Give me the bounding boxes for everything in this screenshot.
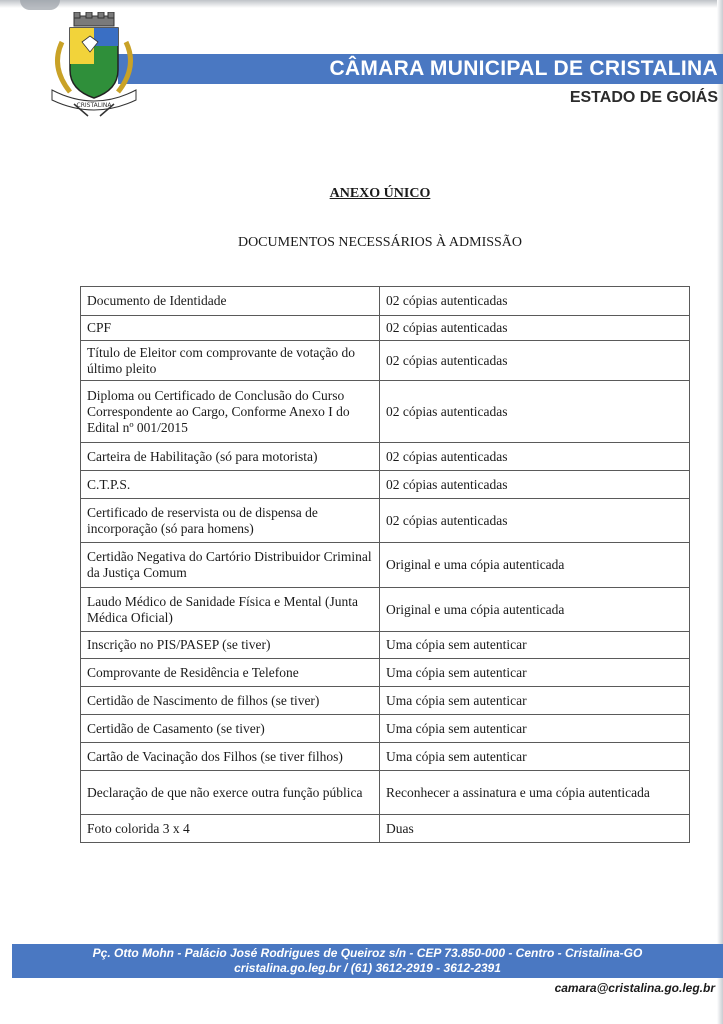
document-cell: Carteira de Habilitação (só para motorista)	[81, 443, 380, 471]
table-row	[81, 316, 690, 341]
requirement-cell: 02 cópias autenticadas	[380, 499, 690, 543]
annex-title: ANEXO ÚNICO	[329, 186, 431, 201]
requirement-cell: Duas	[380, 815, 690, 843]
requirement-cell: 02 cópias autenticadas	[380, 287, 690, 316]
document-cell: Foto colorida 3 x 4	[81, 815, 380, 843]
table-row	[81, 543, 690, 588]
document-cell: Inscrição no PIS/PASEP (se tiver)	[81, 632, 380, 659]
requirement-cell: Uma cópia sem autenticar	[380, 632, 690, 659]
requirement-cell: Uma cópia sem autenticar	[380, 743, 690, 771]
document-cell: Título de Eleitor com comprovante de votação do último pleito	[81, 341, 380, 381]
table-row	[81, 341, 690, 381]
table-row	[81, 443, 690, 471]
document-cell: CPF	[81, 316, 380, 341]
documents-table	[80, 286, 690, 843]
footer-email: camara@cristalina.go.leg.br	[554, 981, 715, 995]
page-edge-right	[717, 0, 723, 1024]
requirement-cell: 02 cópias autenticadas	[380, 471, 690, 499]
scan-corner-mark	[20, 0, 60, 10]
table-row	[81, 632, 690, 659]
document-cell: Documento de Identidade	[81, 287, 380, 316]
footer-contact: cristalina.go.leg.br / (61) 3612-2919 - 3612-2391	[234, 961, 501, 975]
table-row	[81, 715, 690, 743]
document-cell: Certidão de Casamento (se tiver)	[81, 715, 380, 743]
table-row	[81, 815, 690, 843]
document-cell: Certidão Negativa do Cartório Distribuidor Criminal da Justiça Comum	[81, 543, 380, 588]
requirement-cell: Uma cópia sem autenticar	[380, 715, 690, 743]
requirement-cell: 02 cópias autenticadas	[380, 341, 690, 381]
document-cell: Comprovante de Residência e Telefone	[81, 659, 380, 687]
table-row	[81, 771, 690, 815]
table-row	[81, 287, 690, 316]
document-cell: Laudo Médico de Sanidade Física e Mental (Junta Médica Oficial)	[81, 588, 380, 632]
svg-text:CRISTALINA: CRISTALINA	[76, 102, 112, 109]
document-cell: Declaração de que não exerce outra função pública	[81, 771, 380, 815]
table-row	[81, 659, 690, 687]
document-cell: C.T.P.S.	[81, 471, 380, 499]
documents-table-body	[81, 287, 690, 843]
requirement-cell: Uma cópia sem autenticar	[380, 687, 690, 715]
requirement-cell: Uma cópia sem autenticar	[380, 659, 690, 687]
document-cell: Diploma ou Certificado de Conclusão do Curso Correspondente ao Cargo, Conforme Anexo I do Edital nº 001/2015	[81, 381, 380, 443]
document-cell: Cartão de Vacinação dos Filhos (se tiver filhos)	[81, 743, 380, 771]
requirement-cell: Original e uma cópia autenticada	[380, 588, 690, 632]
table-row	[81, 499, 690, 543]
page-edge	[0, 0, 723, 8]
annex-subtitle: DOCUMENTOS NECESSÁRIOS À ADMISSÃO	[237, 235, 523, 250]
requirement-cell: Original e uma cópia autenticada	[380, 543, 690, 588]
requirement-cell: 02 cópias autenticadas	[380, 443, 690, 471]
institution-title: CÂMARA MUNICIPAL DE CRISTALINA	[329, 57, 718, 80]
table-row	[81, 381, 690, 443]
table-row	[81, 471, 690, 499]
requirement-cell: Reconhecer a assinatura e uma cópia autenticada	[380, 771, 690, 815]
table-row	[81, 588, 690, 632]
municipal-seal-logo	[44, 12, 144, 118]
state-subtitle: ESTADO DE GOIÁS	[569, 89, 718, 106]
table-row	[81, 743, 690, 771]
document-cell: Certidão de Nascimento de filhos (se tiver)	[81, 687, 380, 715]
document-cell: Certificado de reservista ou de dispensa de incorporação (só para homens)	[81, 499, 380, 543]
footer-address: Pç. Otto Mohn - Palácio José Rodrigues de Queiroz s/n - CEP 73.850-000 - Centro - Cristalina-GO	[92, 946, 643, 960]
requirement-cell: 02 cópias autenticadas	[380, 381, 690, 443]
table-row	[81, 687, 690, 715]
requirement-cell: 02 cópias autenticadas	[380, 316, 690, 341]
